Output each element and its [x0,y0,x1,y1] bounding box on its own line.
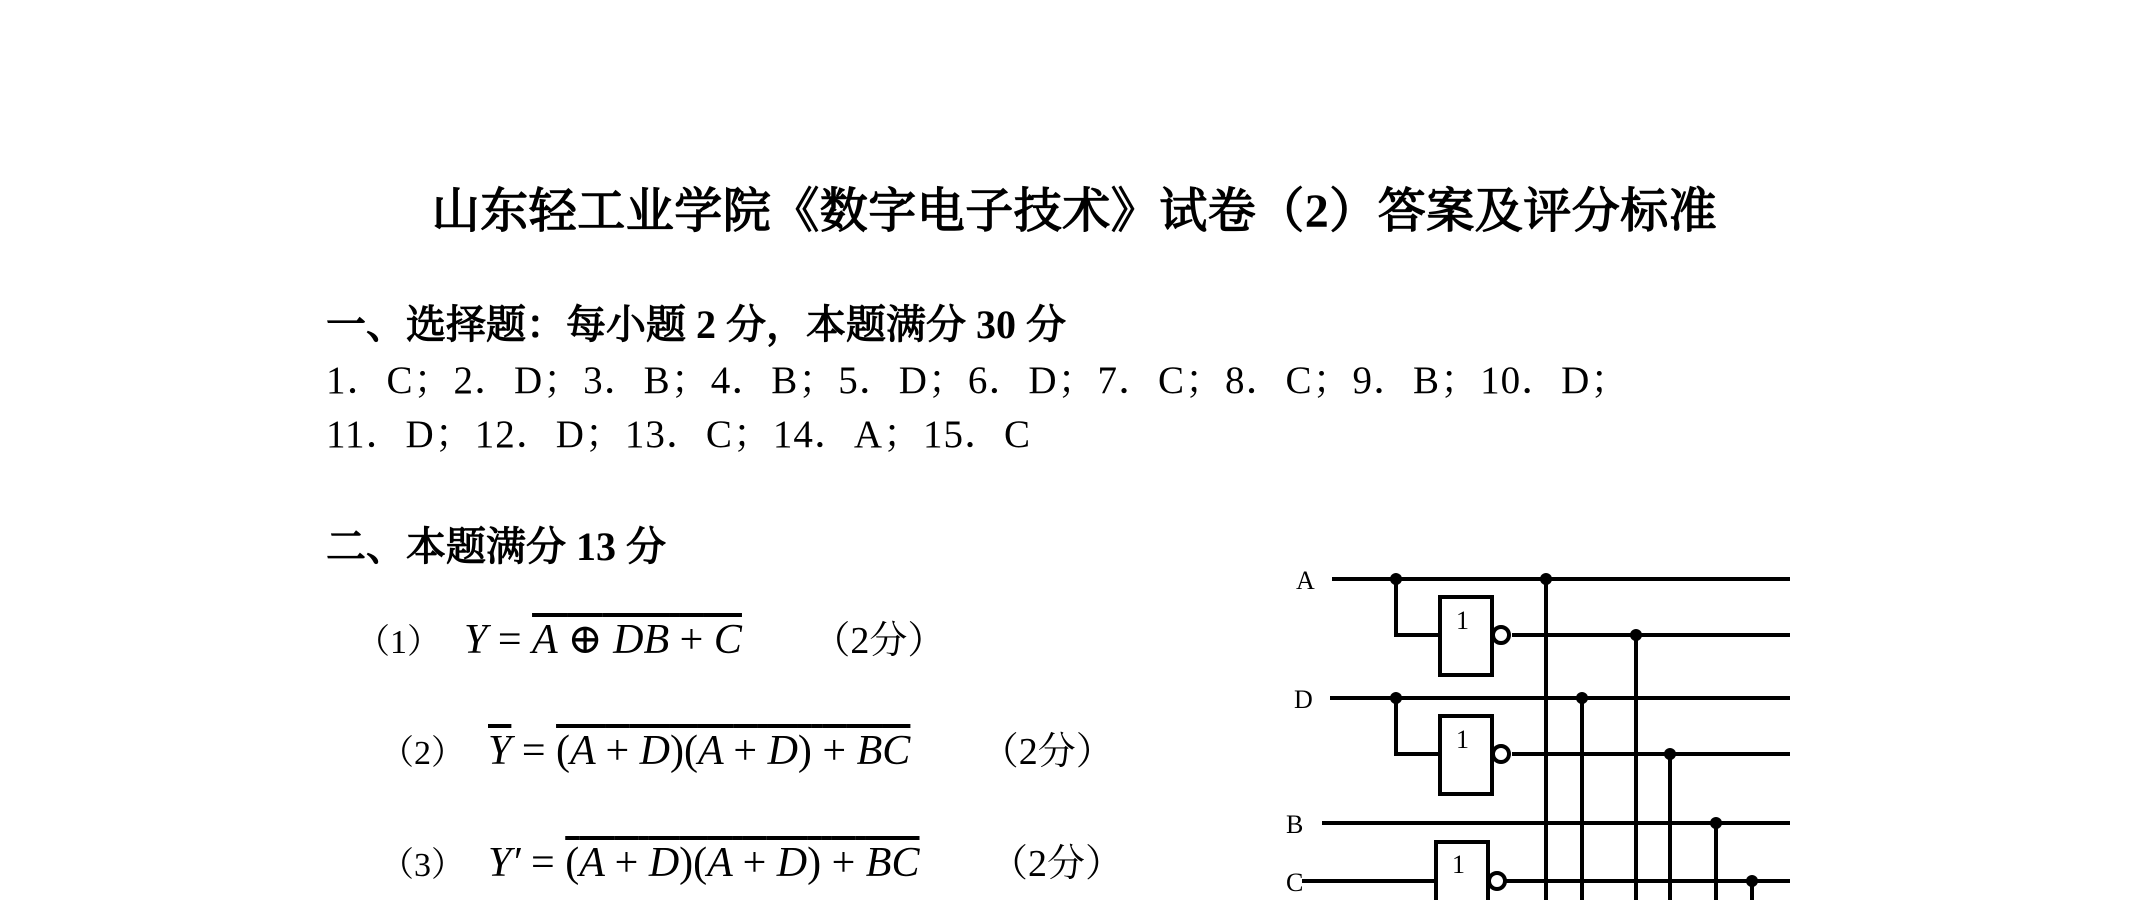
gate-label-d: 1 [1456,725,1469,754]
input-label-a: A [1296,566,1315,595]
equation-2-lhs: $\overline{Y}$ [488,728,512,774]
equation-2-score: （2分） [980,731,1114,773]
section-2-heading: 二、本题满分 13 分 [326,524,666,569]
document-title: 山东轻工业学院《数字电子技术》试卷（2）答案及评分标准 [431,185,1718,238]
equation-3-score: （2分） [989,843,1123,885]
equation-2-number: （2） [380,735,465,772]
logic-circuit-diagram [1280,555,1800,900]
equation-2-formula: $\overline{Y} = (A + D)(A + D)$ + BC [488,728,911,774]
input-label-d: D [1294,685,1313,714]
equation-1-number: （1） [356,624,441,661]
equation-1-formula: Y = A ⊕ DB + C [464,617,742,663]
input-label-c: C [1286,868,1304,897]
equation-3-lhs: Y′ [488,840,521,886]
equation-1 [356,615,945,668]
input-label-b: B [1286,810,1304,839]
equation-1-score: （2分） [812,620,946,662]
section-1-heading: 一、选择题：每小题 2 分，本题满分 30 分 [326,302,1066,347]
equation-1-lhs: Y [464,617,488,663]
equation-3 [380,838,1123,891]
equation-3-number: （3） [380,847,465,884]
answers-line-1: 1．C；2．D；3．B；4．B；5．D；6．D；7．C；8．C；9．B；10．D； [326,359,1631,402]
gate-label-c: 1 [1452,850,1465,879]
gate-label-a: 1 [1456,606,1469,635]
answers-line-2: 11．D；12．D；13．C；14．A；15．C [326,413,1032,456]
equation-2 [380,726,1114,779]
equation-3-formula: Y′ = (A + D)(A + D) + BC [488,840,920,886]
